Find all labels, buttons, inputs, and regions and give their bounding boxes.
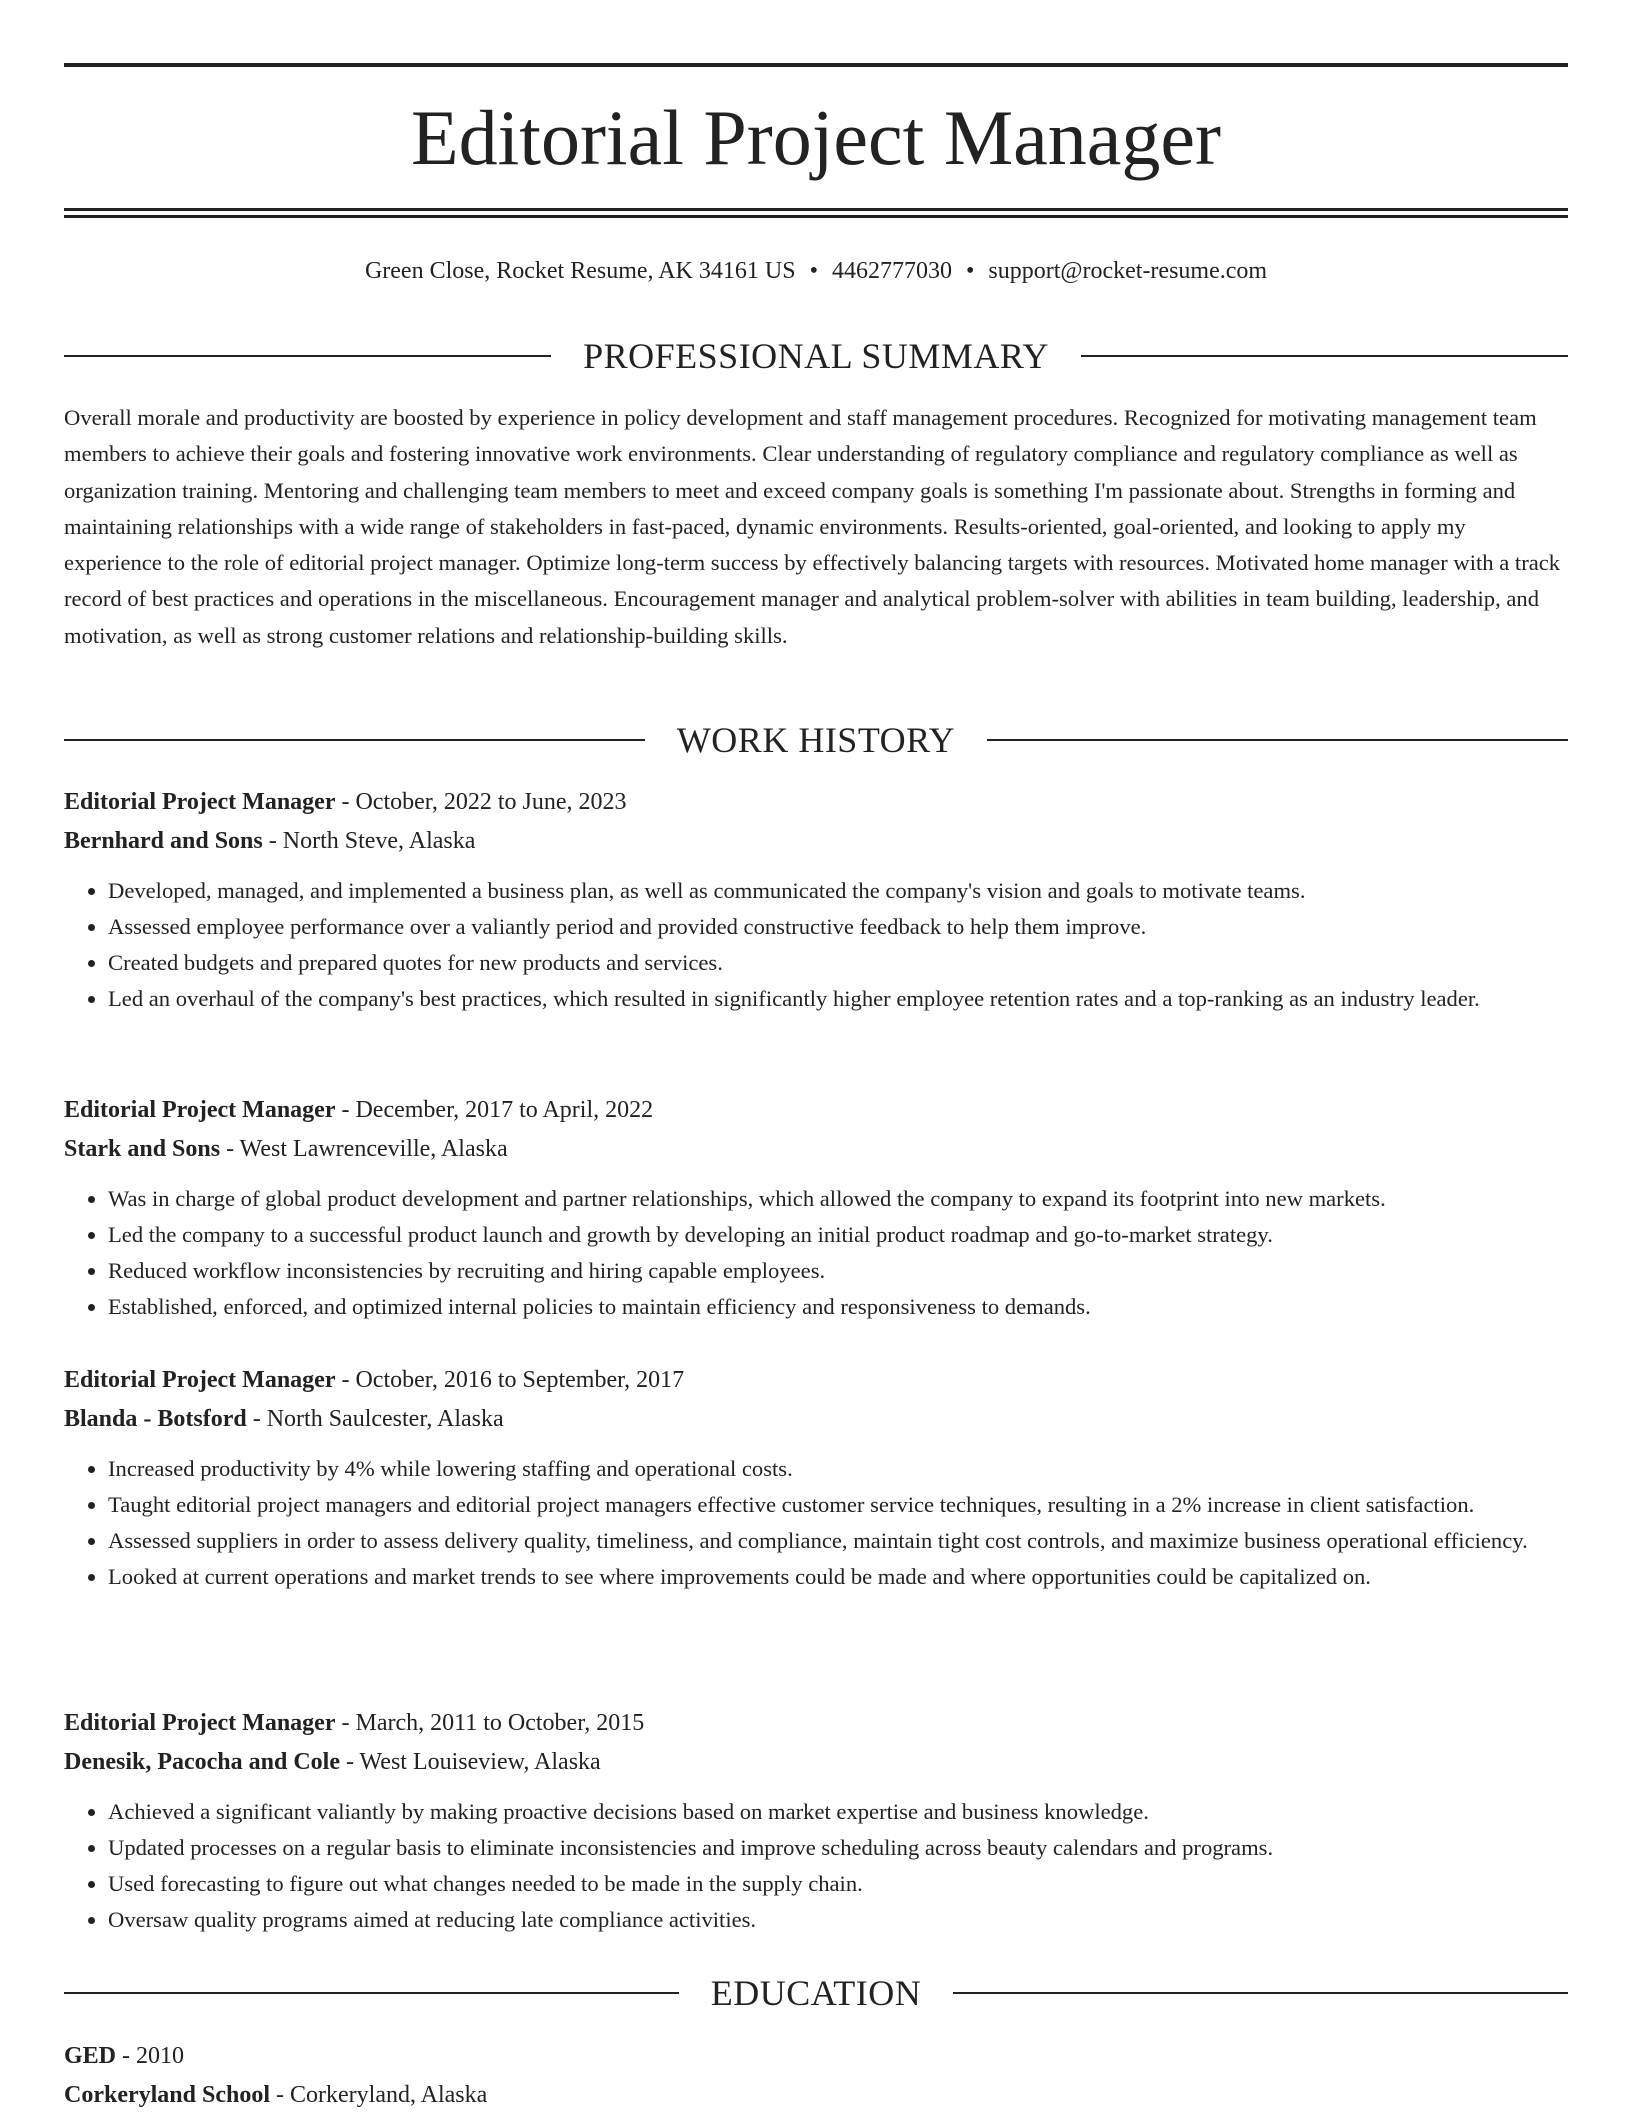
- education-entry: [64, 2037, 1568, 2115]
- contact-line: [64, 254, 1568, 288]
- job-location: - West Lawrenceville, Alaska: [220, 1136, 508, 1162]
- job-entry: [64, 1361, 1568, 1595]
- job-bullet: • Led the company to a successful product launch and growth by developing an initial product roadmap and go-to-market strategy.: [108, 1217, 1568, 1253]
- job-bullet: • Assessed employee performance over a valiantly period and provided constructive feedback to help them improve.: [108, 909, 1568, 945]
- job-bullet: • Established, enforced, and optimized internal policies to maintain efficiency and responsiveness to demands.: [108, 1289, 1568, 1325]
- job-location: - North Saulcester, Alaska: [246, 1406, 504, 1432]
- page-title: Editorial Project Manager: [410, 94, 1222, 181]
- job-title: Editorial Project Manager: [64, 1367, 336, 1393]
- job-bullet: • Was in charge of global product development and partner relationships, which allowed the company to expand its footprint into new markets.: [108, 1181, 1568, 1217]
- contact-phone: 4462777030: [831, 258, 952, 284]
- job-bullets: [64, 1794, 1568, 1938]
- job-dates: - October, 2022 to June, 2023: [335, 789, 627, 815]
- education-heading: EDUCATION: [710, 1973, 922, 2013]
- job-company: Blanda - Botsford: [64, 1406, 247, 1432]
- summary-heading: PROFESSIONAL SUMMARY: [583, 336, 1049, 376]
- job-company-line: [64, 1743, 1568, 1782]
- job-title: Editorial Project Manager: [64, 789, 336, 815]
- contact-address: Green Close, Rocket Resume, AK 34161 US: [364, 258, 796, 284]
- heading-rule-right: [987, 739, 1568, 741]
- job-company: Denesik, Pacocha and Cole: [64, 1749, 340, 1775]
- education-degree-line: [64, 2037, 1568, 2076]
- job-title: Editorial Project Manager: [64, 1097, 336, 1123]
- heading-rule-left: [64, 355, 551, 357]
- job-bullet: • Increased productivity by 4% while lowering staffing and operational costs.: [108, 1451, 1568, 1487]
- job-location: - North Steve, Alaska: [262, 828, 476, 854]
- contact-separator: •: [965, 258, 975, 284]
- job-bullet: • Used forecasting to figure out what changes needed to be made in the supply chain.: [108, 1866, 1568, 1902]
- heading-rule-left: [64, 739, 645, 741]
- job-dates: - March, 2011 to October, 2015: [335, 1710, 645, 1736]
- contact-email: support@rocket-resume.com: [988, 258, 1268, 284]
- job-bullet: • Led an overhaul of the company's best practices, which resulted in significantly higher employee retention rates and a top-ranking as an industry leader.: [108, 981, 1568, 1017]
- job-bullet: • Reduced workflow inconsistencies by recruiting and hiring capable employees.: [108, 1253, 1568, 1289]
- contact-separator: •: [809, 258, 818, 284]
- job-company-line: [64, 1130, 1568, 1169]
- education-section-heading: [64, 1971, 1568, 2015]
- job-bullets: [64, 1451, 1568, 1595]
- education-school-line: [64, 2076, 1568, 2115]
- job-bullet: • Created budgets and prepared quotes for new products and services.: [108, 945, 1568, 981]
- heading-rule-right: [953, 1992, 1568, 1994]
- job-title-line: [64, 1361, 1568, 1400]
- work-history-section-heading: [64, 718, 1568, 762]
- summary-section-heading: [64, 334, 1568, 378]
- summary-text: Overall morale and productivity are boosted by experience in policy development and staff management procedures. Recognized for motivating management team members to achieve their goals and fostering innovative work environments. Clear understanding of regulatory compliance and regulatory compliance as well as organization training. Mentoring and challenging team members to meet and exceed company goals is something I'm passionate about. Strengths in forming and maintaining relationships with a wide range of stakeholders in fast-paced, dynamic environments. Results-oriented, goal-oriented, and looking to apply my experience to the role of editorial project manager. Optimize long-term success by effectively balancing targets with resources. Motivated home manager with a track record of best practices and operations in the miscellaneous. Encouragement manager and analytical problem-solver with abilities in team building, leadership, and motivation, as well as strong customer relations and relationship-building skills.: [64, 405, 1561, 648]
- job-entry: [64, 1091, 1568, 1325]
- job-bullet: • Oversaw quality programs aimed at reducing late compliance activities.: [108, 1902, 1568, 1938]
- education-location: - Corkeryland, Alaska: [270, 2082, 488, 2108]
- job-location: - West Louiseview, Alaska: [340, 1749, 601, 1775]
- education-year: - 2010: [116, 2043, 185, 2069]
- job-bullet: • Developed, managed, and implemented a business plan, as well as communicated the company's vision and goals to motivate teams.: [108, 873, 1568, 909]
- job-title-line: [64, 1704, 1568, 1743]
- job-bullet: • Taught editorial project managers and editorial project managers effective customer service techniques, resulting in a 2% increase in client satisfaction.: [108, 1487, 1568, 1523]
- job-bullet: • Updated processes on a regular basis to eliminate inconsistencies and improve scheduling across beauty calendars and programs.: [108, 1830, 1568, 1866]
- job-title: Editorial Project Manager: [64, 1710, 336, 1736]
- job-entry: [64, 1704, 1568, 1938]
- job-bullets: [64, 873, 1568, 1017]
- education-degree: GED: [64, 2043, 117, 2069]
- job-dates: - October, 2016 to September, 2017: [335, 1367, 685, 1393]
- education-school: Corkeryland School: [64, 2082, 271, 2108]
- job-entry: [64, 783, 1568, 1017]
- job-title-line: [64, 1091, 1568, 1130]
- job-company-line: [64, 822, 1568, 861]
- work-history-heading: WORK HISTORY: [676, 720, 956, 760]
- job-company-line: [64, 1400, 1568, 1439]
- title-double-rule: [64, 208, 1568, 218]
- heading-rule-right: [1081, 355, 1568, 357]
- job-bullet: • Looked at current operations and market trends to see where improvements could be made and where opportunities could be capitalized on.: [108, 1559, 1568, 1595]
- job-title-line: [64, 783, 1568, 822]
- job-bullets: [64, 1181, 1568, 1325]
- job-bullet: • Assessed suppliers in order to assess delivery quality, timeliness, and compliance, maintain tight cost controls, and maximize business operational efficiency.: [108, 1523, 1568, 1559]
- job-company: Stark and Sons: [64, 1136, 221, 1162]
- job-dates: - December, 2017 to April, 2022: [335, 1097, 654, 1123]
- job-company: Bernhard and Sons: [64, 828, 263, 854]
- top-rule: [64, 63, 1568, 67]
- job-bullet: • Achieved a significant valiantly by making proactive decisions based on market expertise and business knowledge.: [108, 1794, 1568, 1830]
- heading-rule-left: [64, 1992, 679, 1994]
